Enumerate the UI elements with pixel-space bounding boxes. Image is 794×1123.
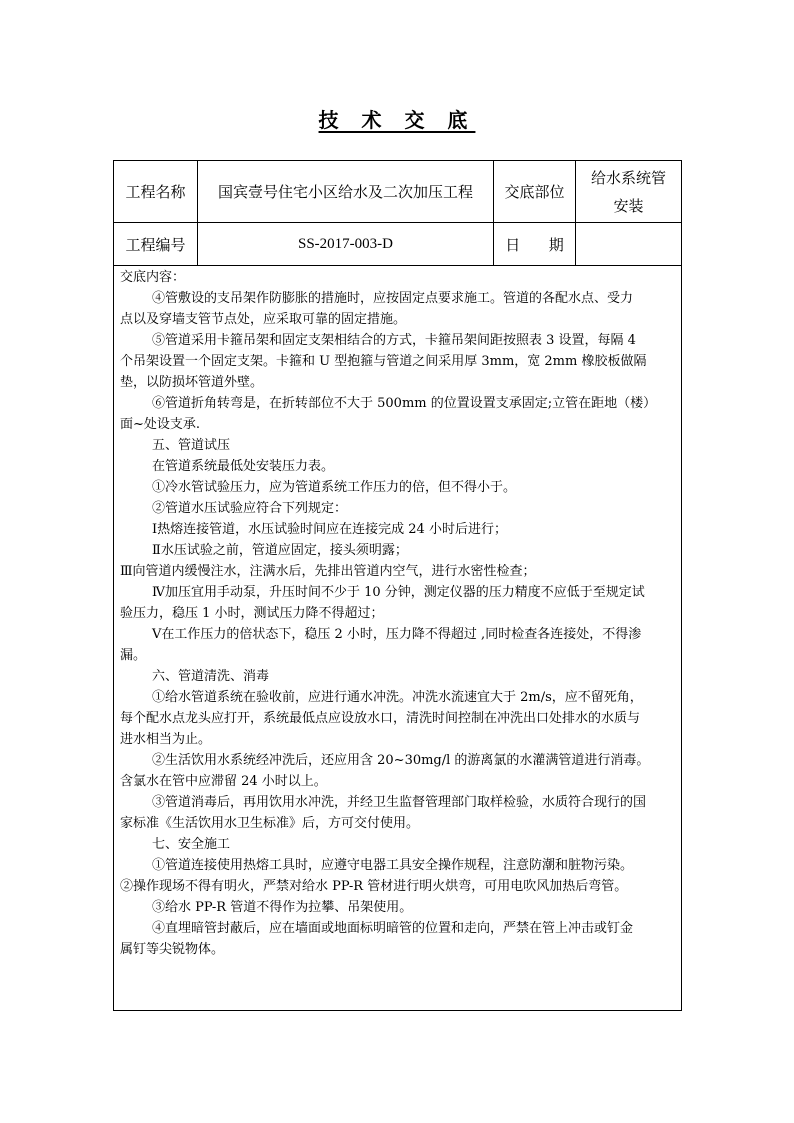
- content-line: 在管道系统最低处安装压力表。: [152, 459, 335, 474]
- content-line: 每个配水点龙头应打开，系统最低点应设放水口，清洗时间控制在冲洗出口处排水的水质与: [120, 711, 641, 726]
- project-no-label: 工程编号: [125, 235, 186, 254]
- content-line: ①冷水管试验压力，应为管道系统工作压力的倍，但不得小于。: [152, 480, 517, 495]
- content-line: Ⅰ热熔连接管道，水压试验时间应在连接完成 24 小时后进行；: [152, 522, 507, 537]
- content-line: 含氯水在管中应滞留 24 小时以上。: [120, 774, 327, 789]
- content-line: ⑤管道采用卡箍吊架和固定支架相结合的方式，卡箍吊架间距按照表 3 设置，每隔 4: [152, 333, 636, 348]
- row-divider: [114, 265, 681, 266]
- part-value-line1: 给水系统管: [590, 168, 666, 187]
- content-line: 面~处设支承.: [120, 417, 201, 432]
- content-line: ②生活饮用水系统经冲洗后，还应用含 20~30mg/l 的游离氯的水灌满管道进行消毒。: [152, 753, 650, 768]
- date-label: 日 期: [505, 235, 564, 254]
- content-line: Ⅴ在工作压力的倍状态下，稳压 2 小时，压力降不得超过 ,同时检查各连接处，不得渗: [152, 627, 642, 642]
- content-line: ③给水 PP-R 管道不得作为拉攀、吊架使用。: [152, 900, 413, 915]
- content-line: ②操作现场不得有明火，严禁对给水 PP-R 管材进行明火烘弯，可用电吹风加热后弯管。: [120, 879, 628, 894]
- content-line: 验压力，稳压 1 小时，测试压力降不得超过；: [120, 606, 384, 621]
- date-value: [576, 223, 681, 265]
- project-name-label: 工程名称: [125, 183, 186, 201]
- content-line: Ⅲ向管道内缓慢注水，注满水后，先排出管道内空气，进行水密性检查；: [120, 564, 536, 579]
- part-value-line2: 安装: [613, 196, 644, 215]
- content-line: 点以及穿墙支管节点处，应采取可靠的固定措施。: [120, 312, 407, 327]
- content-line: Ⅳ加压宜用手动泵，升压时间不少于 10 分钟，测定仪器的压力精度不应低于至规定试: [152, 585, 645, 600]
- part-label: 交底部位: [504, 183, 565, 201]
- content-line: ④管敷设的支吊架作防膨胀的措施时，应按固定点要求施工。管道的各配水点、受力: [152, 291, 634, 306]
- section-heading: 六、管道清洗、消毒: [152, 669, 270, 684]
- disclosure-content: [120, 267, 678, 960]
- project-no-value: SS-2017-003-D: [297, 235, 393, 252]
- content-line: ⑥管道折角转弯是，在折转部位不大于 500mm 的位置设置支承固定;立管在距地（楼）: [152, 396, 657, 411]
- content-line: 个吊架设置一个固定支架。卡箍和 U 型抱箍与管道之间采用厚 3mm，宽 2mm 橡胶板做隔: [120, 354, 647, 369]
- section-heading: 五、管道试压: [152, 438, 231, 453]
- content-line: 垫，以防损坏管道外壁。: [120, 375, 264, 390]
- content-line: ②管道水压试验应符合下列规定：: [152, 501, 348, 516]
- content-line: 属钉等尖锐物体。: [120, 942, 225, 957]
- content-line: ③管道消毒后，再用饮用水冲洗，并经卫生监督管理部门取样检验，水质符合现行的国: [152, 795, 647, 810]
- content-line: ④直埋暗管封蔽后，应在墙面或地面标明暗管的位置和走向，严禁在管上冲击或钉金: [152, 921, 634, 936]
- disclosure-table: [113, 160, 682, 1011]
- content-line: Ⅱ水压试验之前，管道应固定，接头须明露；: [152, 543, 408, 558]
- content-line: 漏。: [120, 648, 147, 663]
- content-heading: 交底内容：: [120, 270, 186, 285]
- content-line: ①管道连接使用热熔工具时，应遵守电器工具安全操作规程，注意防潮和脏物污染。: [152, 858, 634, 873]
- content-line: 进水相当为止。: [120, 732, 212, 747]
- content-line: ①给水管道系统在验收前，应进行通水冲洗。冲洗水流速宜大于 2m/s，应不留死角，: [152, 690, 643, 705]
- part-value: [576, 161, 681, 222]
- page-title: 技 术 交 底: [318, 108, 476, 132]
- content-line: 家标准《生活饮用水卫生标准》后，方可交付使用。: [120, 816, 420, 831]
- section-heading: 七、安全施工: [152, 837, 231, 852]
- project-name-value: 国宾壹号住宅小区给水及二次加压工程: [217, 183, 473, 201]
